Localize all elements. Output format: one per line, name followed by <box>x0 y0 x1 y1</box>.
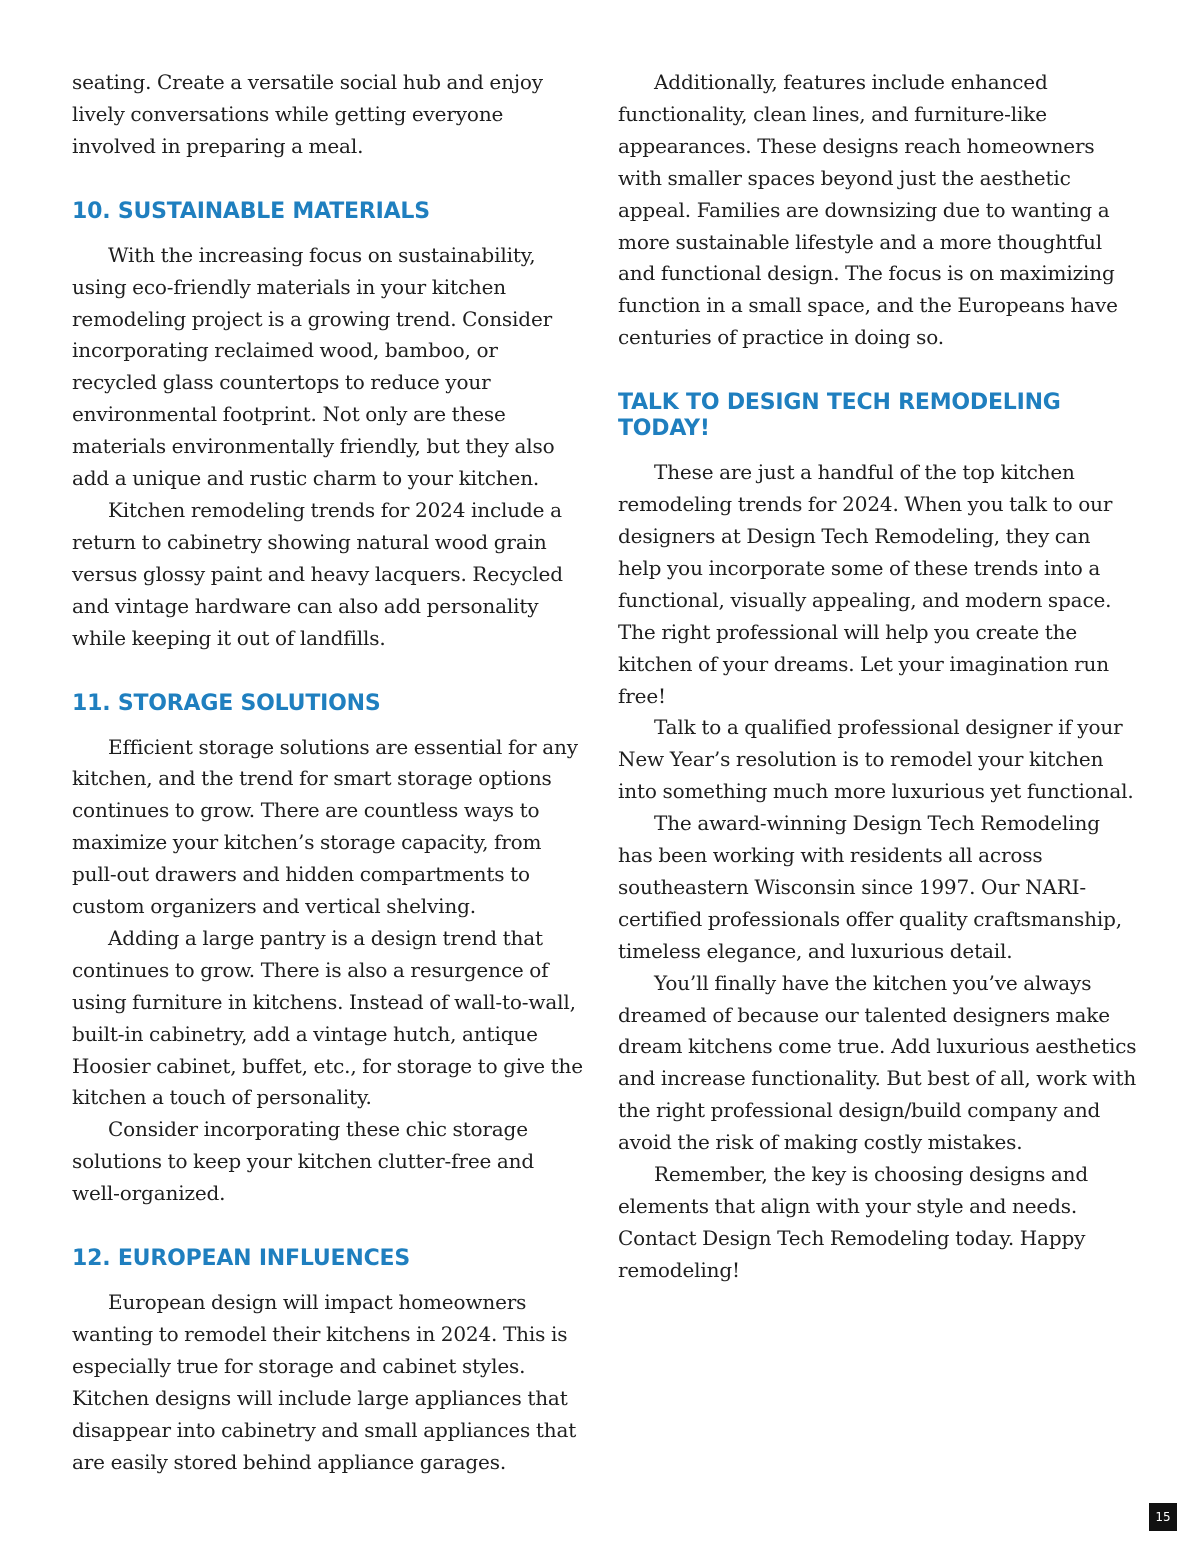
talk-paragraph-2: Talk to a qualified professional designer if your New Year’s resolution is to remodel your kitchen into something much more luxurious yet functional. <box>618 715 1134 804</box>
section-11-paragraph-2: Adding a large pantry is a design trend that continues to grow. There is also a resurgence of using furniture in kitchens. Instead of wall-to-wall, built-in cabinetry, add a vintage hutch, antique Hoosier cabinet, buffet, etc., for storage to give the kitchen a touch of personality. <box>72 925 583 1110</box>
section-12-paragraph-1: European design will impact homeowners wanting to remodel their kitchens in 2024. This is especially true for storage and cabinet styles. Kitchen designs will include large appliances that disappear into cabinetry and small appliances that are easily stored behind appliance garages. <box>72 1290 577 1474</box>
section-11-heading: 11. STORAGE SOLUTIONS <box>72 690 381 716</box>
right-column <box>618 67 1138 1287</box>
section-10-paragraph-1: With the increasing focus on sustainability, using eco-friendly materials in your kitchen remodeling project is a growing trend. Consider incorporating reclaimed wood, bamboo, or recycled glass countertops to reduce your environmental footprint. Not only are these materials environmentally friendly, but they also add a unique and rustic charm to your kitchen. <box>72 242 555 491</box>
page-number-badge: 15 <box>1149 1503 1177 1531</box>
talk-section-heading: TALK TO DESIGN TECH REMODELING TODAY! <box>618 390 1061 442</box>
left-column <box>72 67 584 1479</box>
section-10-paragraph-2: Kitchen remodeling trends for 2024 include a return to cabinetry showing natural wood grain versus glossy paint and heavy lacquers. Recycled and vintage hardware can also add personality while keeping it out of landfills. <box>72 497 563 650</box>
talk-paragraph-1: These are just a handful of the top kitchen remodeling trends for 2024. When you talk to our designers at Design Tech Remodeling, they can help you incorporate some of these trends into a functional, visually appealing, and modern space. The right professional will help you create the kitchen of your dreams. Let your imagination run free! <box>618 460 1113 708</box>
talk-paragraph-5: Remember, the key is choosing designs and elements that align with your style and needs. Contact Design Tech Remodeling today. Happy remodeling! <box>618 1162 1089 1282</box>
section-11-paragraph-3: Consider incorporating these chic storage solutions to keep your kitchen clutter-free and well-organized. <box>72 1117 535 1206</box>
continued-paragraph: Additionally, features include enhanced functionality, clean lines, and furniture-like appearances. These designs reach homeowners with smaller spaces beyond just the aesthetic appeal. Families are downsizing due to wanting a more sustainable lifestyle and a more thoughtful and functional design. The focus is on maximizing function in a small space, and the Europeans have centuries of practice in doing so. <box>618 70 1118 350</box>
section-10-heading: 10. SUSTAINABLE MATERIALS <box>72 198 430 224</box>
section-12-heading: 12. EUROPEAN INFLUENCES <box>72 1246 411 1272</box>
section-11-paragraph-1: Efficient storage solutions are essential for any kitchen, and the trend for smart storage options continues to grow. There are countless ways to maximize your kitchen’s storage capacity, from pull-out drawers and hidden compartments to custom organizers and vertical shelving. <box>72 734 578 919</box>
intro-paragraph: seating. Create a versatile social hub and enjoy lively conversations while getting everyone involved in preparing a meal. <box>72 70 543 158</box>
talk-paragraph-4: You’ll finally have the kitchen you’ve always dreamed of because our talented designers make dream kitchens come true. Add luxurious aesthetics and increase functionality. But best of all, work with the right professional design/build company and avoid the risk of making costly mistakes. <box>618 970 1137 1155</box>
talk-paragraph-3: The award-winning Design Tech Remodeling has been working with residents all across southeastern Wisconsin since 1997. Our NARI-certified professionals offer quality craftsmanship, timeless elegance, and luxurious detail. <box>618 811 1123 963</box>
